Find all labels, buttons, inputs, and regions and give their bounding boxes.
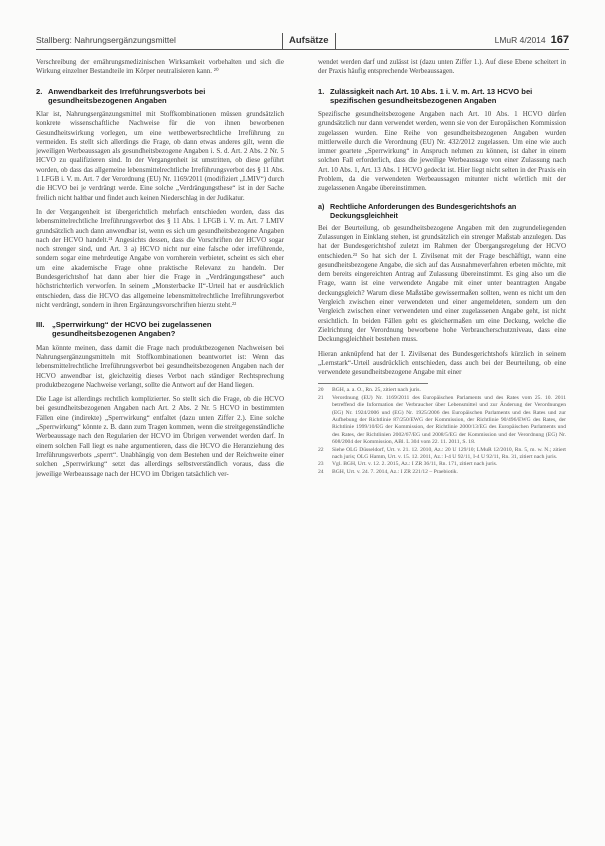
paragraph: Klar ist, Nahrungsergänzungsmittel mit Stoffkombinationen müssen grundsätzlich konkrete wissenschaftliche Nachweise für die von ihnen beworbenen Gesundheitswirkung vorlegen, um eine wettbewerbsrechtliche Irreführung zu vermeiden. Es stellt sich allerdings die Frage, ob dann etwas anderes gilt, wenn die jeweiligen Werbeaussagen als gesundheitsbezogene Angaben i. S. d. Art. 2 Abs. 2 Nr. 5 HCVO zu qualifizieren sind. In der Vergangenheit ist umstritten, ob diese geführt worden, ob dass das allgemeine lebensmittelrechtliche Irreführungsverbot des § 11 Abs. 1 LFGB i. V. m. Art. 7 der Verordnung (EU) Nr. 1169/2011 (modifiziert „LMIV“) durch die HCVO bei je verdrängt werde. Eine solche „Verdrängungsthese“ ist in der Sache freilich nicht haltbar und findet auch keinen Niederschlag in der Judikatur. (36, 110, 284, 202)
footnote: 21 Verordnung (EU) Nr. 1169/2011 des Europäischen Parlaments und des Rates vom 25. 10. 2011 betreffend die Information der Verbraucher über Lebensmittel und zur Änderung der Verordnungen (EG) Nr. 1924/2006 und (EG) Nr. 1925/2006 des Europäischen Parlaments und des Rates und zur Aufhebung der Richtlinie 87/250/EWG der Kommission, der Richtlinie 90/496/EWG des Rates, der Richtlinie 1999/10/EG der Kommission, der Richtlinie 2000/13/EG des Europäischen Parlaments und des Rates, der Richtlinien 2002/67/EG und 2008/5/EG der Kommission und der Verordnung (EG) Nr. 608/2004 der Kommission, ABl. L 304 vom 22. 11. 2011, S. 18. (318, 394, 566, 446)
section-heading: 1. Zulässigkeit nach Art. 10 Abs. 1 i. V. m. Art. 13 HCVO bei spezifischen gesundheitsbezogenen Angaben (318, 86, 533, 105)
page-number: 167 (550, 34, 569, 46)
continued-paragraph: Verschreibung der ernährungsmedizinischen Wirksamkeit vorbehalten und sich die Wirkung einzelner Bestandteile im Körper neutralisieren kann. ²⁰ (36, 58, 284, 76)
paragraph: Bei der Beurteilung, ob gesundheitsbezogene Angaben mit den zugrundeliegenden Zulassungen in Einklang stehen, ist grundsätzlich ein strenger Maßstab anzulegen. Das hat der Bundesgerichtshof zuletzt im Rahmen der Übergangsregelung der HCVO entschieden.²³ So hat sich der I. Zivilsenat mit der Frage beschäftigt, wann eine gesundheitsbezogene Angabe, die sich auf das Ausnahmeverfahren erbeten möchte, mit dem bereits eingereichten Antrag auf Zulassung übereinstimmt. Es ging also um die Frage, wann ist eine verwendete Angabe mit einer unter beantragten Angabe deckungsgleich? Warum diese Maßstäbe gewissermaßen sollten, wenn es nicht um den Vergleich zwischen einer verwendeten und einer angemeldeten, sondern um den Vergleich zwischen einer verwendeten und einer zugelassenen Angabe geht, ist nicht ersichtlich. In beiden Fällen geht es gleichermaßen um eine Deckung, welche die Zielrichtung der Verordnung beworbene hohe Verbraucherschutzniveau, dass eine Deckungsgleichheit bestehen muss. (318, 223, 566, 344)
left-column (36, 58, 284, 484)
paragraph: Die Lage ist allerdings rechtlich komplizierter. So stellt sich die Frage, ob die HCVO bei gesundheitsbezogenen Angaben nach Art. 2 Abs. 2 Nr. 5 HCVO in bestimmten Fällen eine (indirekte) „Sperrwirkung“ entfaltet (dazu unten Ziffer 2.). Eine solche „Sperrwirkung“ könnte z. B. dann zum Tragen kommen, wenn die streitgegenständliche Werbeaussage nach den Regularien der HCVO im Übrigen verwendet werden darf. In einem solchen Fall liegt es nahe argumentieren, dass die HCVO die Heranziehung des Irreführungsverbots „sperrt“. Unabhängig von dem Bestehen und der Reichweite einer solchen „Sperrwirkung“ setzt das allerdings selbstverständlich voraus, dass die jeweilige Werbeaussage nach der HCVO im Übrigen tatsächlich ver- (36, 395, 284, 478)
section-heading: 2. Anwendbarkeit des Irreführungsverbots bei gesundheitsbezogenen Angaben (36, 86, 206, 105)
journal-reference (495, 34, 569, 46)
footnote: 24 BGH, Urt. v. 24. 7. 2014, Az.: I ZR 221/12 – Praebiotik. (318, 468, 458, 475)
subsection-heading: a) Rechtliche Anforderungen des Bundesgerichtshofs an Deckungsgleichheit (318, 201, 517, 220)
paragraph: Hieran anknüpfend hat der I. Zivilsenat des Bundesgerichtshofs kürzlich in seinem „Lernstark“-Urteil ausdrücklich entschieden, dass auch bei der Beurteilung, ob eine verwendete gesundheitsbezogene Angabe mit einer (318, 349, 566, 377)
footnote: 23 Vgl. BGH, Urt. v. 12. 2. 2015, Az.: I ZR 36/11, Rn. 171, zitiert nach juris. (318, 461, 498, 468)
footnotes (318, 387, 566, 476)
page-header (36, 31, 569, 50)
paragraph: Man könnte meinen, dass damit die Frage nach produktbezogenen Nachweisen bei Nahrungsergänzungsmitteln mit Stoffkombinationen beantwortet ist: Wenn das lebensmittelrechtliche Irreführungsverbot bei gesundheitsbezogenen Angaben nach der HCVO anwendbar ist, gleichzeitig dieses Verbot nach ständiger Rechtsprechung produktbezogene Nachweise verlangt, sollte die Antwort auf der Hand liegen. (36, 343, 284, 389)
footnote: 20 BGH, a. a. O., Rn. 25, zitiert nach juris. (318, 387, 421, 394)
paragraph: Spezifische gesundheitsbezogene Angaben nach Art. 10 Abs. 1 HCVO dürfen grundsätzlich nur dann verwendet werden, wenn sie von der Europäischen Kommission zugelassen wurden. Eine Reihe von gesundheitsbezogenen Angaben wurden mittlerweile durch die Verordnung (EU) Nr. 432/2012 zugelassen. Um eine wie auch immer geartete „Sperrwirkung“ in Anspruch nehmen zu können, ist daher in einem solchen Fall erforderlich, dass die jeweilige Werbeaussage von einer Zulassung nach Art. 10 Abs. 1, Art. 13 Abs. 1 HCVO gedeckt ist. Hier liegt nicht selten in der Praxis ein Problem, da die verwendeten Werbeaussagen mitunter nicht wörtlich mit der zugelassenen Angabe übereinstimmen. (318, 110, 566, 193)
footnote: 22 Siehe OLG Düsseldorf, Urt. v. 21. 12. 2010, Az.: 20 U 129/10; LMuR 12/2010, Rn. 5, m. w. N.; zitiert nach juris; OLG Hamm, Urt. v. 15. 12. 2011, Az.: I-4 U 92/11, I-4 U 92/11, Rn. 31, zitiert nach juris. (318, 446, 566, 461)
journal-issue: LMuR 4/2014 (494, 35, 546, 45)
section-label: Aufsätze (282, 33, 336, 49)
paragraph: In der Vergangenheit ist übergerichtlich mehrfach entschieden worden, dass das lebensmittelrechtliche Irreführungsverbot des § 11 Abs. 1 LFGB i. V. m. Art. 7 LMIV grundsätzlich auch dann anwendbar ist, wenn es sich um gesundheitsbezogene Angaben nach der HCVO handelt.²¹ Angesichts dessen, dass die Vorschriften der HCVO sogar noch strenger sind, und Art. 3 a) HCVO nicht nur eine falsche oder irreführende, sondern sogar eine mehrdeutige Angabe von vornherein verbietet, scheint es sich eher um eine akademische Frage ohne praktische Relevanz zu handeln. Der Bundesgerichtshof hat dann aber hier die Frage in „Verdrängungsthese“ auch höchstrichterlich verworfen. In seinem „Monsterbacke II“-Urteil hat er ausdrücklich entschieden, dass die HCVO das allgemeine lebensmittelrechtliche Irreführungsverbot nicht verdrängt, sondern in ihren Ergänzungsvorschriften hierzu steht.²² (36, 207, 284, 309)
section-heading: III. „Sperrwirkung“ der HCVO bei zugelassenen gesundheitsbezogenen Angaben? (36, 320, 212, 339)
running-title: Stallberg: Nahrungsergänzungsmittel (36, 35, 176, 45)
right-column (318, 58, 566, 476)
continued-paragraph: wendet werden darf und zulässt ist (dazu unten Ziffer 1.). Auf diese Ebene scheitert in der Praxis häufig entsprechende Werbeaussagen. (318, 58, 566, 76)
